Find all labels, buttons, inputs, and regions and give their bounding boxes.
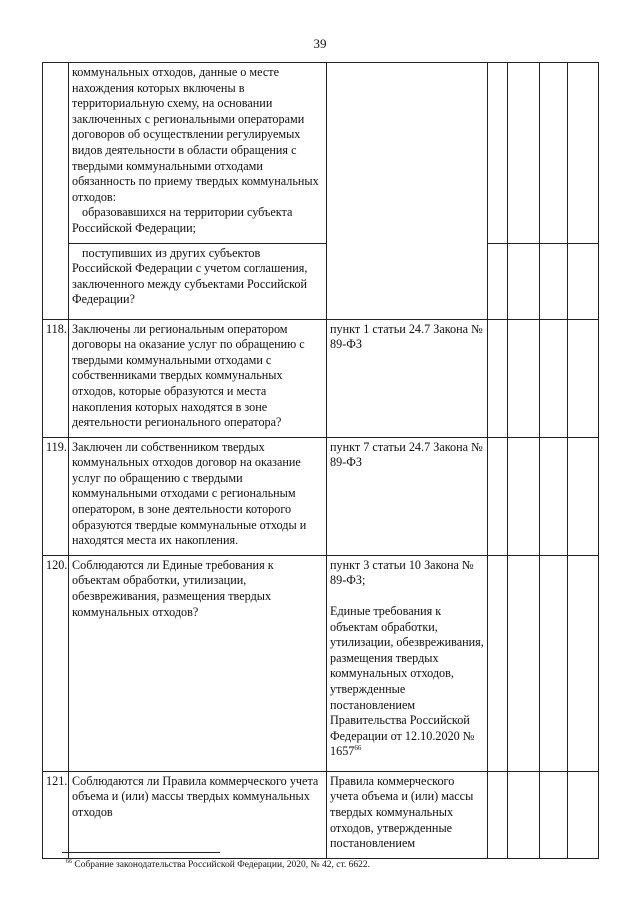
answer-cell: [568, 437, 599, 555]
answer-cell: [540, 437, 568, 555]
table-row: [43, 63, 599, 244]
row-number: 119.: [43, 437, 69, 555]
answer-cell: [540, 771, 568, 858]
answer-cell: [508, 243, 540, 319]
checklist-table: [42, 62, 599, 859]
question-cell: Соблюдаются ли Единые требования к объектам обработки, утилизации, обезвреживания, размещения твердых коммунальных отходов?: [69, 555, 327, 771]
reference-text: пункт 3 статьи 10 Закона № 89-ФЗ;: [330, 557, 474, 588]
question-cell: Заключены ли региональным оператором договоры на оказание услуг по обращению с твердыми коммунальными отходами с собственниками твердых коммунальных отходов, которые образуются и места накопления которых находятся в зоне деятельности регионального оператора?: [69, 319, 327, 437]
answer-cell: [540, 555, 568, 771]
page-number: 39: [313, 36, 327, 51]
answer-cell: [568, 771, 599, 858]
answer-cell: [508, 555, 540, 771]
row-number: 118.: [43, 319, 69, 437]
answer-cell: [488, 319, 508, 437]
footnote: [66, 860, 370, 870]
row-number: 120.: [43, 555, 69, 771]
question-cell: Заключен ли собственником твердых коммунальных отходов договор на оказание услуг по обращению с твердыми коммунальными отходами с региональным оператором, в зоне деятельности которого образуются твердые коммунальные отходы и находятся места их накопления.: [69, 437, 327, 555]
reference-cell: [327, 555, 488, 771]
answer-cell: [568, 63, 599, 244]
row-number: [43, 63, 69, 320]
table-row: [43, 319, 599, 437]
reference-cell: пункт 1 статьи 24.7 Закона № 89-ФЗ: [327, 319, 488, 437]
question-text: коммунальных отходов, данные о месте нахождения которых включены в территориальную схему, на основании заключенных с региональными операторами договоров об осуществлении регулируемых видов деятельности в области обращения с твердыми коммунальными отходами обязанность по приему твердых коммунальных отходов:: [72, 65, 319, 204]
answer-cell: [488, 771, 508, 858]
footnote-text: Собрание законодательства Российской Федерации, 2020, № 42, ст. 6622.: [74, 860, 371, 870]
answer-cell: [568, 243, 599, 319]
answer-cell: [488, 437, 508, 555]
answer-cell: [488, 555, 508, 771]
row-number: 121.: [43, 771, 69, 858]
reference-extra-text: Единые требования к объектам обработки, утилизации, обезвреживания, размещения твердых коммунальных отходов, утвержденные постановлением Правительства Российской Федерации от 12.10.2020 № 1657: [330, 604, 484, 759]
answer-cell: [488, 63, 508, 244]
answer-cell: [508, 437, 540, 555]
answer-cell: [540, 63, 568, 244]
question-subitem: поступивших из других субъектов Российской Федерации с учетом соглашения, заключенного между субъектами Российской Федерации?: [72, 245, 308, 307]
footnote-divider: [62, 852, 220, 853]
answer-cell: [508, 319, 540, 437]
reference-cell: пункт 7 статьи 24.7 Закона № 89-ФЗ: [327, 437, 488, 555]
table-row: [43, 243, 599, 319]
answer-cell: [488, 243, 508, 319]
question-subitem: образовавшихся на территории субъекта Российской Федерации;: [72, 205, 293, 235]
answer-cell: [568, 555, 599, 771]
footnote-mark: 66: [66, 858, 72, 865]
question-cell: [69, 63, 327, 244]
table-row: [43, 437, 599, 555]
answer-cell: [540, 319, 568, 437]
reference-cell: Правила коммерческого учета объема и (или) массы твердых коммунальных отходов, утвержденные постановлением: [327, 771, 488, 858]
footnote-mark: 66: [354, 744, 362, 753]
answer-cell: [508, 771, 540, 858]
answer-cell: [508, 63, 540, 244]
answer-cell: [568, 319, 599, 437]
reference-cell: [327, 63, 488, 320]
table-row: [43, 555, 599, 771]
table-row: [43, 771, 599, 858]
question-cell: [69, 243, 327, 319]
question-cell: Соблюдаются ли Правила коммерческого учета объема и (или) массы твердых коммунальных отходов: [69, 771, 327, 858]
answer-cell: [540, 243, 568, 319]
